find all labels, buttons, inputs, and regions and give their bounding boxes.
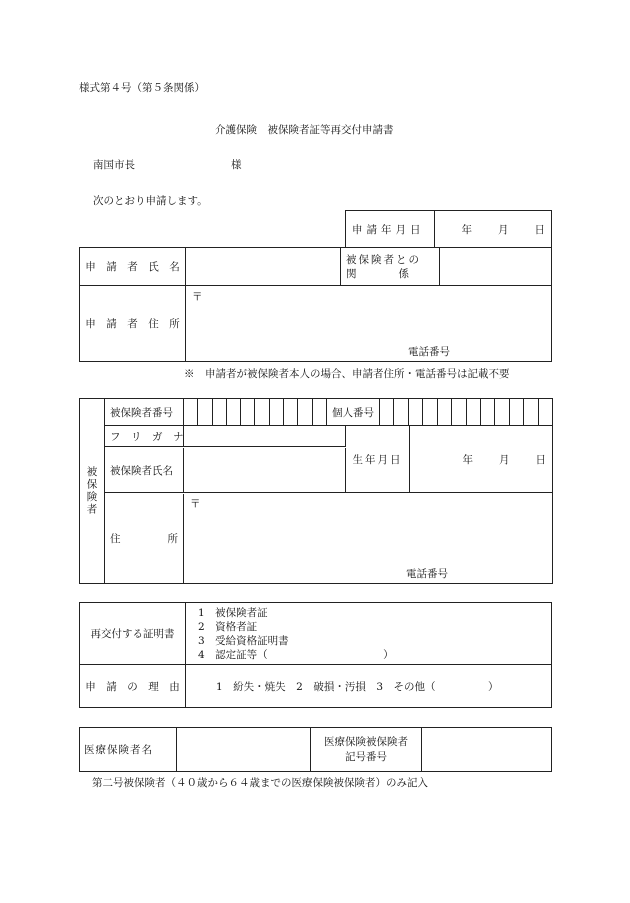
personal-number-digit[interactable] (423, 399, 437, 425)
insured-name-label: 被保険者氏名 (110, 464, 173, 477)
applicant-name-label: 申 請 者 氏 名 (85, 261, 180, 273)
insured-number-digit[interactable] (255, 399, 269, 425)
insured-number-digit[interactable] (227, 399, 241, 425)
cert-option[interactable]: 3 受給資格証明書 (198, 634, 289, 647)
applicant-address-label: 申 請 者 住 所 (85, 318, 180, 330)
medical-number-input[interactable] (422, 728, 552, 772)
insurer-input[interactable] (177, 728, 311, 772)
addressee-name: 南国市長 (93, 159, 135, 171)
medical-number-label-1: 医療保険被保険者 (324, 735, 408, 748)
cert-label: 再交付する証明書 (90, 628, 175, 640)
personal-number-digit[interactable] (452, 399, 466, 425)
cert-option[interactable]: 1 被保険者証 (198, 606, 268, 619)
applicant-table (79, 247, 552, 362)
insured-table (79, 398, 553, 584)
reissue-table (79, 602, 552, 708)
date-day: 日 (534, 223, 545, 236)
insured-number-digit[interactable] (184, 399, 198, 425)
insured-number-digit[interactable] (198, 399, 212, 425)
cert-option[interactable]: 4 認定証等（ ） (198, 648, 394, 661)
relation-label-cell (341, 248, 440, 286)
insured-name-label-cell (104, 448, 184, 493)
medical-number-label-2: 記号番号 (345, 750, 387, 763)
personal-number-digit[interactable] (495, 399, 509, 425)
birth-year: 年 (462, 453, 473, 466)
medical-insurance-table (79, 727, 552, 772)
personal-number-digit[interactable] (409, 399, 423, 425)
personal-number-label-cell (327, 399, 380, 425)
medical-note: 第二号被保険者（４０歳から６４歳までの医療保険被保険者）のみ記入 (92, 777, 428, 789)
applicant-note: ※ 申請者が被保険者本人の場合、申請者住所・電話番号は記載不要 (184, 368, 510, 380)
applicant-address-label-cell (80, 286, 186, 362)
birth-month: 月 (499, 453, 510, 466)
personal-number-digit[interactable] (380, 399, 394, 425)
relation-label-1: 被保険者との (346, 253, 421, 266)
insured-name-input[interactable] (184, 448, 346, 493)
personal-number-digit[interactable] (481, 399, 495, 425)
applicant-phone-label: 電話番号 (408, 346, 450, 358)
insured-address-label-1: 住 (110, 533, 121, 545)
personal-number-digit[interactable] (438, 399, 452, 425)
insured-number-label: 被保険者番号 (110, 406, 173, 419)
birth-date-input[interactable] (410, 426, 552, 493)
insured-number-input[interactable] (184, 399, 327, 425)
reason-label-cell (80, 665, 186, 708)
form-number: 様式第４号（第５条関係） (79, 82, 205, 94)
insured-phone-label: 電話番号 (406, 568, 448, 580)
insured-number-row (104, 399, 552, 426)
insured-number-digit[interactable] (241, 399, 255, 425)
applicant-address-input[interactable] (186, 286, 552, 362)
birth-label-cell (346, 426, 410, 493)
insured-number-label-cell (104, 399, 184, 425)
insured-postal-mark: 〒 (190, 498, 201, 510)
date-label-cell (346, 211, 435, 248)
furigana-input[interactable] (184, 426, 346, 447)
addressee-honorific: 様 (231, 159, 242, 171)
cert-option[interactable]: 2 資格者証 (198, 620, 258, 633)
insured-number-digit[interactable] (284, 399, 298, 425)
personal-number-digit[interactable] (524, 399, 538, 425)
personal-number-digit[interactable] (539, 399, 552, 425)
personal-number-digit[interactable] (394, 399, 408, 425)
insured-side-label-cell (80, 399, 105, 583)
page-title: 介護保険 被保険者証等再交付申請書 (215, 124, 394, 136)
date-year: 年 (461, 223, 472, 236)
application-date-table (345, 210, 552, 248)
insured-address-input[interactable] (184, 494, 552, 583)
furigana-label-cell (104, 426, 184, 447)
reason-label: 申 請 の 理 由 (85, 680, 180, 693)
insured-number-digit[interactable] (270, 399, 284, 425)
birth-day: 日 (535, 453, 546, 466)
medical-number-label-cell (311, 728, 422, 772)
cert-options-cell[interactable] (186, 603, 552, 665)
reason-options-cell[interactable] (186, 665, 552, 708)
reason-options[interactable]: 1 紛失・焼失 2 破損・汚損 3 その他（ ） (216, 680, 499, 693)
personal-number-digit[interactable] (510, 399, 524, 425)
insured-address-label-2: 所 (167, 533, 178, 545)
personal-number-label: 個人番号 (332, 406, 374, 419)
furigana-label: フ リ ガ ナ (110, 430, 184, 443)
relation-input[interactable] (440, 248, 552, 286)
applicant-postal-mark: 〒 (192, 291, 203, 303)
applicant-name-input[interactable] (186, 248, 341, 286)
cert-label-cell (80, 603, 186, 665)
applicant-name-label-cell (80, 248, 186, 286)
insured-number-digit[interactable] (313, 399, 326, 425)
insurer-label: 医療保険者名 (84, 744, 153, 756)
insurer-label-cell (80, 728, 177, 772)
insured-number-digit[interactable] (213, 399, 227, 425)
intro-text: 次のとおり申請します。 (93, 195, 208, 207)
date-label: 申請年月日 (352, 223, 425, 236)
insured-side-label: 被保険者 (85, 466, 98, 516)
insured-number-digit[interactable] (298, 399, 312, 425)
birth-label: 生年月日 (352, 453, 403, 466)
date-value-cell[interactable] (435, 211, 552, 248)
personal-number-input[interactable] (380, 399, 552, 425)
personal-number-digit[interactable] (467, 399, 481, 425)
insured-address-label-cell (104, 494, 184, 583)
date-month: 月 (498, 223, 509, 236)
relation-label-2: 関 係 (346, 267, 409, 280)
